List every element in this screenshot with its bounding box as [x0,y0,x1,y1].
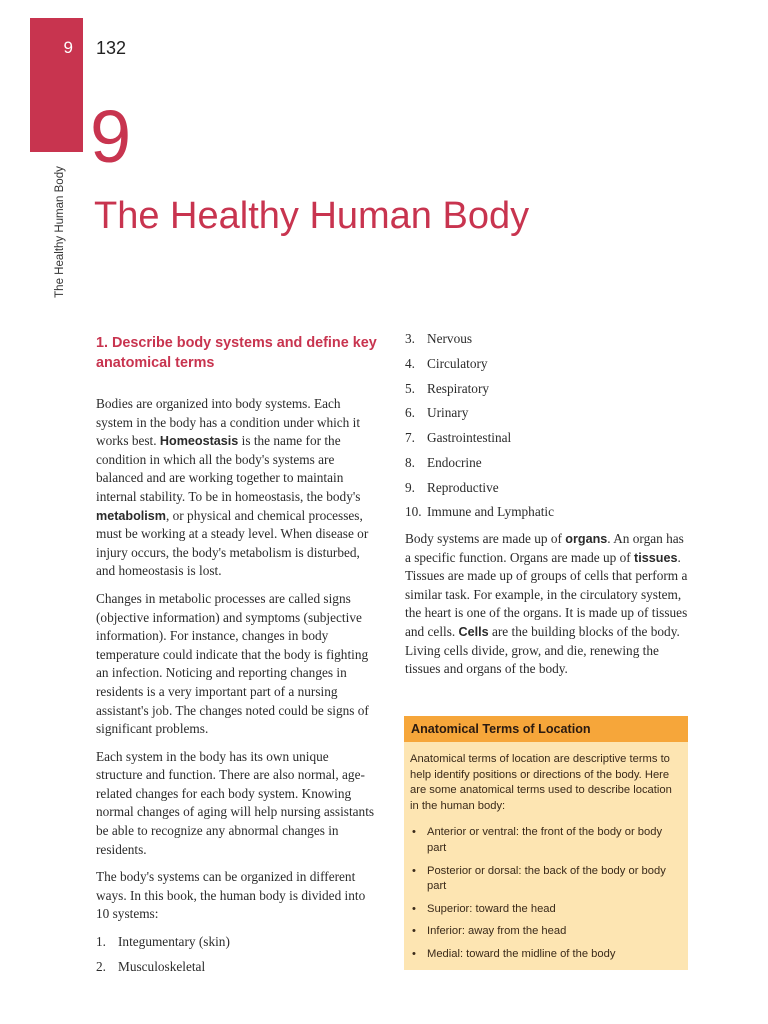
list-item: • Inferior: away from the head [410,924,682,940]
section-heading: 1. Describe body systems and define key anatomical terms [96,335,377,371]
paragraph-ten-systems: The body's systems can be organized in different ways. In this book, the human body is divided into 10 systems: [96,869,366,922]
list-item: 1. Integumentary (skin) [96,934,230,950]
list-item: 7. Gastrointestinal [405,430,512,446]
chapter-number: 9 [90,95,132,178]
term-homeostasis: Homeostasis [159,434,239,449]
paragraph-structure-function: Each system in the body has its own unique structure and function. There are also normal, age-related changes for each body system. Knowing normal changes of aging will help nursing assistants be able to recognize any abnormal changes in residents. [96,748,375,857]
systems-list-part1 [96,933,378,976]
side-running-title: The Healthy Human Body [54,166,66,298]
list-item: • Anterior or ventral: the front of the body or body part [410,825,682,856]
left-column [96,333,378,982]
list-item: 6. Urinary [405,405,469,421]
list-item: 3. Nervous [405,331,473,346]
list-item: 2. Musculoskeletal [96,958,206,974]
paragraph-homeostasis: Bodies are organized into body systems. Each system in the body has a condition under which it works best. Homeostasis is the name for the condition in which all the body's systems are balanced and are working together to maintain internal stability. To be in homeostasis, the body's metabolism, or physical and chemical processes, must be working at a steady level. When disease or injury occurs, the body's metabolism is disturbed, and homeostasis is lost. [96,396,369,579]
chapter-title: The Healthy Human Body [94,195,530,237]
paragraph-organs-tissues-cells: Body systems are made up of organs. An organ has a specific function. Organs are made up of tissues. Tissues are made up of groups of cells that perform a similar task. For example, in the circulatory system, the heart is one of the organs. It is made up of tissues and cells. Cells are the building blocks of the body. Living cells divide, grow, and die, renewing the tissues and organs of the body. [405,531,688,677]
list-item: • Superior: toward the head [410,902,682,918]
chapter-tab [30,18,83,152]
page-number: 132 [96,38,127,58]
term-organs: organs [565,532,608,547]
tab-chapter-number: 9 [63,38,73,57]
right-column [405,330,688,688]
list-item: 5. Respiratory [405,380,490,396]
list-item: 9. Reproductive [405,479,499,495]
systems-list-part2 [405,330,688,522]
list-item: • Medial: toward the midline of the body [410,947,682,963]
term-metabolism: metabolism [96,508,166,523]
list-item: • Posterior or dorsal: the back of the body or body part [410,864,682,895]
box-term-list [404,825,688,962]
box-intro: Anatomical terms of location are descriptive terms to help identify positions or directions of the body. Here are some anatomical terms used to describe location in the human body: [410,753,672,812]
list-item: 8. Endocrine [405,454,482,470]
paragraph-signs-symptoms: Changes in metabolic processes are called signs (objective information) and symptoms (subjective information). For instance, changes in body temperature could indicate that the body is fighting an infection. Noticing and reporting changes in residents is a very important part of a nursing assistant's job. The changes noted could be signs of significant problems. [96,590,369,737]
box-title: Anatomical Terms of Location [404,716,688,742]
term-tissues: tissues [634,550,678,565]
list-item: 10. Immune and Lymphatic [405,504,555,520]
anatomical-terms-box [404,716,688,970]
list-item: 4. Circulatory [405,355,488,371]
term-cells: Cells [458,625,489,640]
